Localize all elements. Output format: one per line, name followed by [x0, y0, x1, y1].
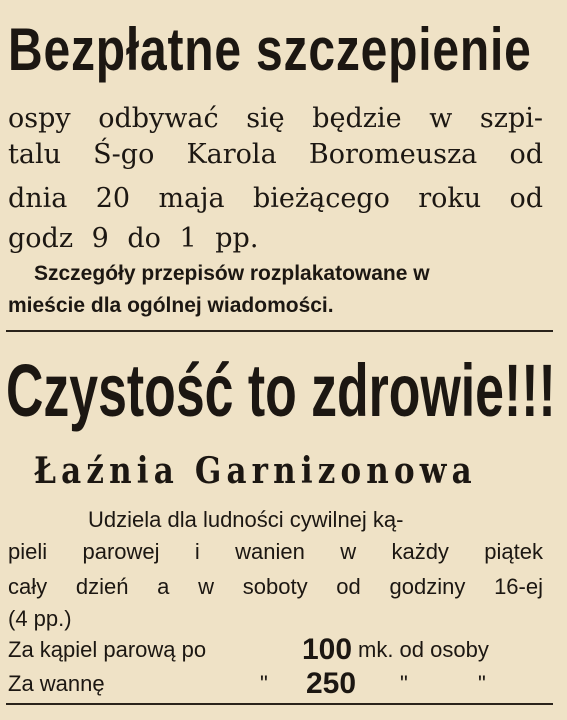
price-amount: 100 [302, 633, 353, 666]
divider-rule [6, 330, 553, 332]
ad2-line-1: Udziela dla ludności cywilnej ką- [88, 507, 404, 532]
bathhouse-name: Łaźnia Garnizonowa [34, 450, 477, 492]
ad2-line-2: pieli parowej i wanien w każdy piątek [8, 539, 543, 564]
price-row-tub-bath [8, 668, 548, 700]
ad1-line-3: dnia 20 maja bieżącego roku od [8, 183, 543, 214]
ad1-line-2: talu Ś-go Karola Boromeusza od [8, 139, 543, 170]
price-unit: mk. od osoby [358, 637, 489, 662]
ad1-line-4: godz 9 do 1 pp. [8, 223, 259, 254]
vaccination-headline: Bezpłatne szczepienie [8, 16, 532, 83]
price-label: Za kąpiel parową po [8, 637, 207, 662]
ad2-line-4: (4 pp.) [8, 606, 72, 631]
price-row-steam-bath [8, 634, 548, 666]
ad2-line-3: cały dzień a w soboty od godziny 16-ej [8, 574, 543, 599]
price-amount: 250 [306, 667, 357, 700]
ad1-note-line-2: mieście dla ogólnej wiadomości. [8, 294, 334, 317]
ditto-mark: " [478, 671, 486, 696]
bottom-rule-right [200, 703, 553, 705]
price-label: Za wannę [8, 671, 105, 696]
ditto-mark: " [400, 671, 408, 696]
ad1-line-1: ospy odbywać się będzie w szpi- [8, 103, 543, 134]
cleanliness-headline: Czystość to zdrowie!!! [6, 349, 556, 432]
ad1-note-line-1: Szczegóły przepisów rozplakatowane w [34, 262, 430, 285]
ditto-mark: " [260, 671, 268, 696]
